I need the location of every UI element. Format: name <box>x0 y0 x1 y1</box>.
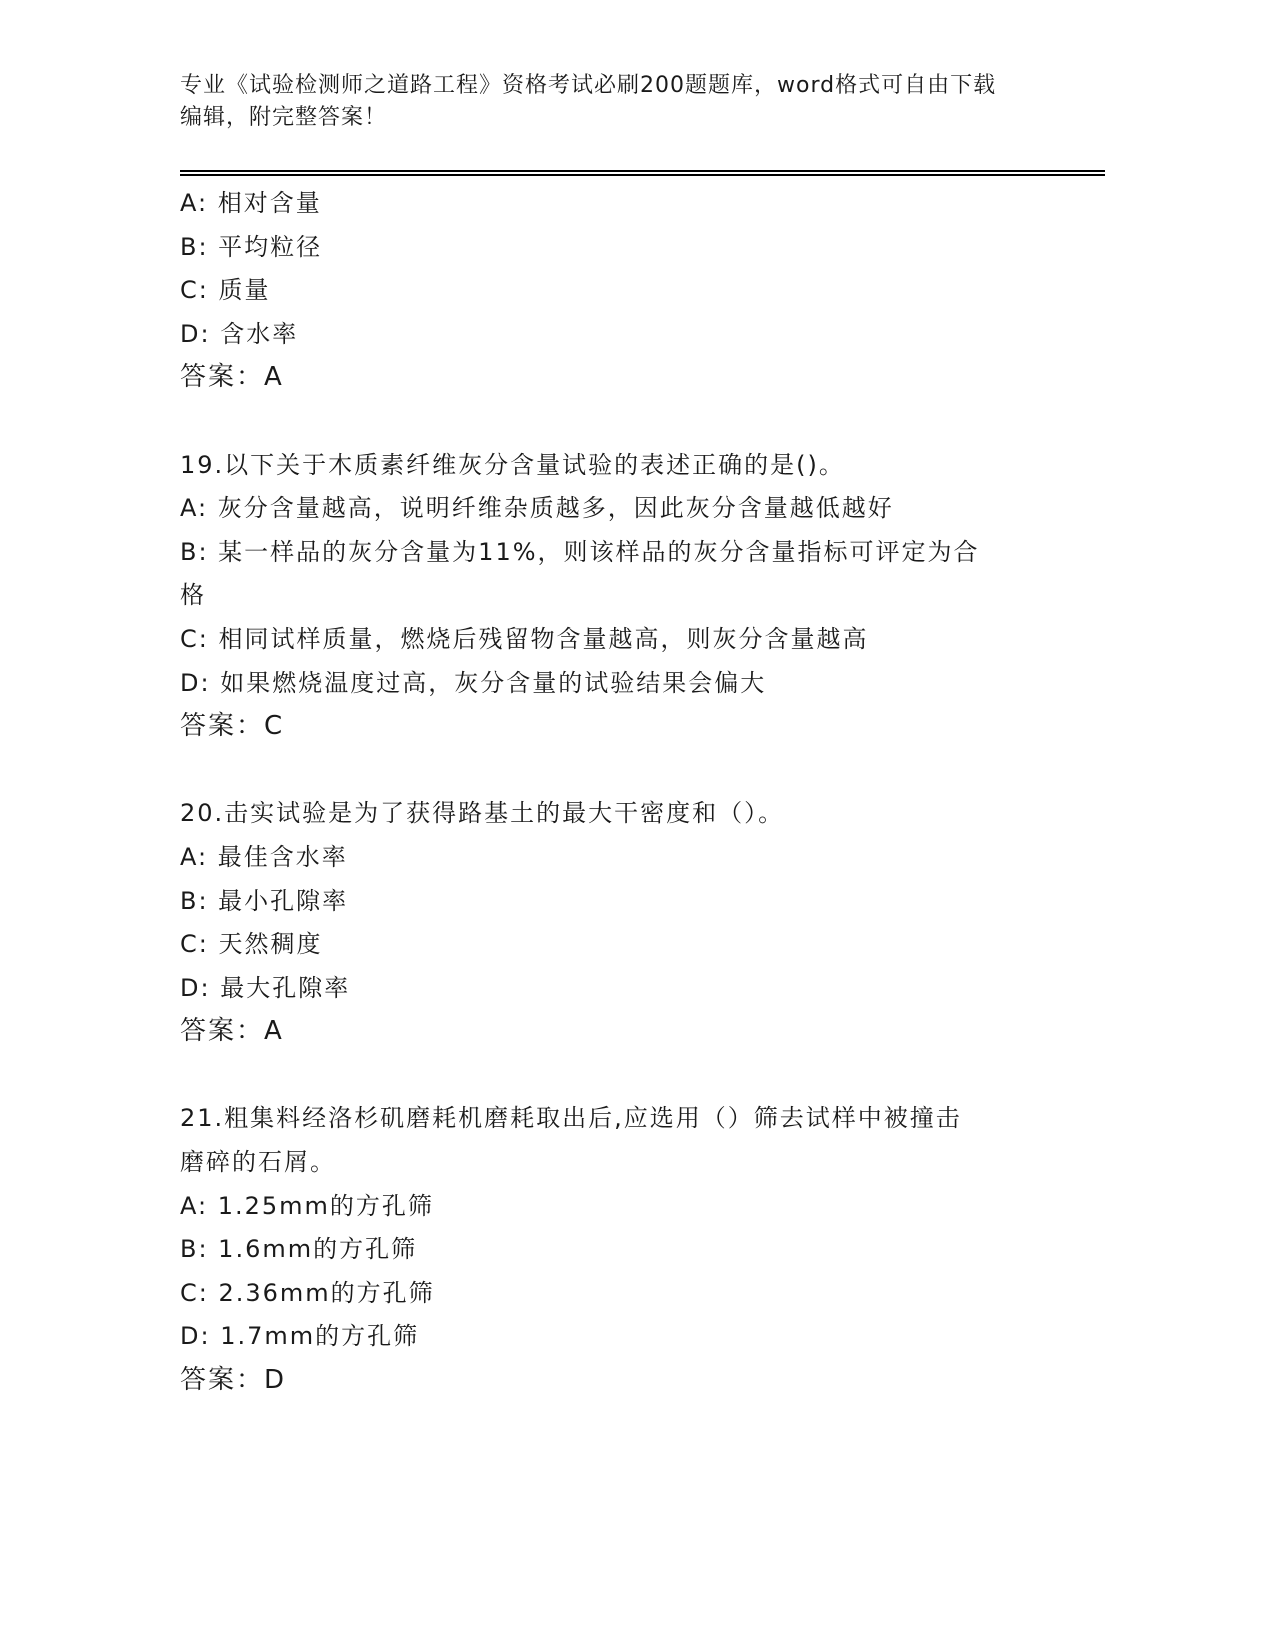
spacer <box>180 1054 1080 1098</box>
option-d: D: 最大孔隙率 <box>180 973 351 1002</box>
option-b-line-1: B: 某一样品的灰分含量为11%，则该样品的灰分含量指标可评定为合 <box>180 537 980 566</box>
document-header <box>180 70 1060 134</box>
answer: 答案：A <box>180 362 284 393</box>
spacer <box>180 749 1080 793</box>
option-c: C: 相同试样质量，燃烧后残留物含量越高，则灰分含量越高 <box>180 624 869 653</box>
option-d: D: 1.7mm的方孔筛 <box>180 1322 420 1351</box>
option-a: A: 相对含量 <box>180 189 322 217</box>
question-19 <box>180 444 1080 749</box>
option-b-line-2: 格 <box>180 581 206 610</box>
header-double-rule <box>180 170 1105 176</box>
question-title: 19.以下关于木质素纤维灰分含量试验的表述正确的是()。 <box>180 450 845 479</box>
answer: 答案：A <box>180 1016 284 1047</box>
answer: 答案：D <box>180 1365 287 1396</box>
question-18-tail <box>180 182 1080 400</box>
question-21 <box>180 1097 1080 1402</box>
option-b: B: 最小孔隙率 <box>180 886 349 915</box>
option-a: A: 最佳含水率 <box>180 842 348 871</box>
option-c: C: 2.36mm的方孔筛 <box>180 1278 435 1307</box>
spacer <box>180 400 1080 444</box>
header-line-1: 专业《试验检测师之道路工程》资格考试必刷200题题库，word格式可自由下载 <box>180 73 997 98</box>
option-c: C: 质量 <box>180 276 271 305</box>
option-b: B: 1.6mm的方孔筛 <box>180 1235 418 1264</box>
rule-line-top <box>180 170 1105 172</box>
question-20 <box>180 792 1080 1054</box>
question-title-line-2: 磨碎的石屑。 <box>180 1148 336 1177</box>
question-list <box>180 182 1080 1403</box>
option-c: C: 天然稠度 <box>180 930 323 959</box>
option-a: A: 灰分含量越高，说明纤维杂质越多，因此灰分含量越低越好 <box>180 494 894 523</box>
rule-line-bottom <box>180 174 1105 176</box>
option-a: A: 1.25mm的方孔筛 <box>180 1191 434 1220</box>
question-title-line-1: 21.粗集料经洛杉矶磨耗机磨耗取出后,应选用（）筛去试样中被撞击 <box>180 1104 962 1133</box>
option-d: D: 含水率 <box>180 319 299 348</box>
header-line-2: 编辑，附完整答案！ <box>180 105 388 130</box>
question-title: 20.击实试验是为了获得路基土的最大干密度和（）。 <box>180 799 785 828</box>
option-b: B: 平均粒径 <box>180 232 323 261</box>
answer: 答案：C <box>180 711 285 742</box>
option-d: D: 如果燃烧温度过高，灰分含量的试验结果会偏大 <box>180 668 767 697</box>
